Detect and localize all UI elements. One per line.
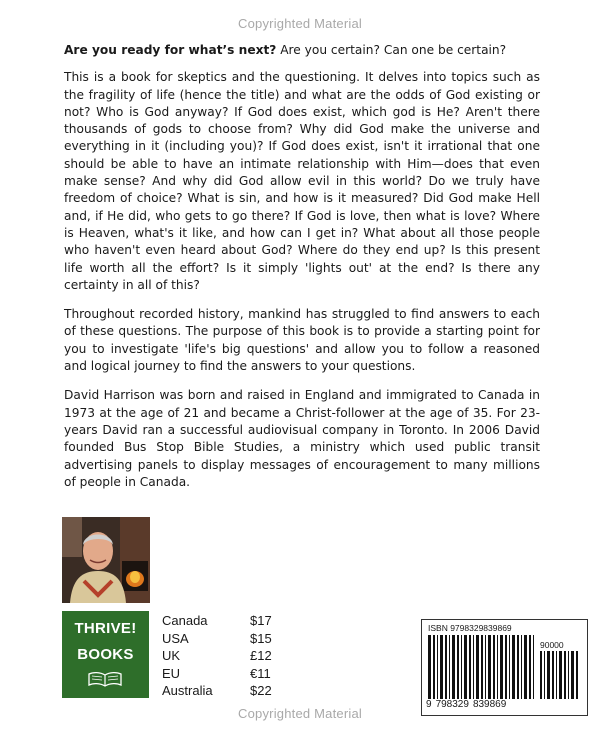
barcode-bar	[497, 635, 498, 699]
price-value: $17	[250, 613, 272, 628]
barcode-bar	[452, 635, 455, 699]
barcode-digit-group: 839869	[472, 699, 507, 710]
barcode-bar	[457, 635, 459, 699]
price-region: Canada	[162, 613, 208, 628]
price-row	[162, 682, 272, 700]
barcode-bar	[500, 635, 503, 699]
barcode-bar	[576, 651, 578, 699]
barcode-bar	[533, 635, 534, 699]
barcode-bar	[493, 635, 495, 699]
price-value: £12	[250, 648, 272, 663]
barcode-bar	[524, 635, 527, 699]
barcode-bar	[544, 651, 545, 699]
barcode-bar	[556, 651, 557, 699]
publisher-logo	[62, 611, 149, 698]
barcode-bar	[540, 651, 542, 699]
barcode-digit-group: 798329	[435, 699, 469, 710]
logo-line2: BOOKS	[77, 646, 134, 663]
barcode-bar	[469, 635, 471, 699]
barcode-digit-group: 9	[426, 699, 432, 710]
watermark-bottom: Copyrighted Material	[238, 706, 362, 721]
price-row	[162, 647, 272, 665]
barcode-bar	[521, 635, 522, 699]
price-region: UK	[162, 648, 181, 663]
barcode-bar	[428, 635, 431, 699]
logo-line1: THRIVE!	[74, 620, 137, 637]
price-value: €11	[250, 665, 271, 681]
author-bio-paragraph: David Harrison was born and raised in England and immigrated to Canada in 1973 at the age of 21 and became a Christ-follower at the age of 35. For 23-years David ran a successful audiovisual company in Toronto. In 2006 David founded Bus Stop Bible Studies, a ministry which used public transit advertising panels to display messages of encouragement to many millions of people in Canada.	[64, 388, 540, 489]
isbn-label: ISBN 9798329839869	[428, 623, 512, 633]
barcode-bar	[571, 651, 574, 699]
barcode-bar	[529, 635, 531, 699]
barcode-bar	[488, 635, 491, 699]
barcode-bar	[481, 635, 483, 699]
price-region: USA	[162, 630, 189, 646]
barcode-bar	[445, 635, 447, 699]
purpose-paragraph: Throughout recorded history, mankind has struggled to find answers to each of these questions. The purpose of this book is to provide a starting point for you to investigate 'life's big questions' and allow you to follow a reasoned and logical journey to find the answers to your questions.	[64, 307, 540, 374]
barcode-bar	[552, 651, 554, 699]
barcode-bar	[505, 635, 507, 699]
intro-lead: Are you ready for what’s next?	[64, 43, 277, 57]
barcode-bar	[512, 635, 515, 699]
intro-rest: Are you certain? Can one be certain?	[276, 43, 507, 57]
price-code: 90000	[540, 640, 564, 650]
barcode-bar	[509, 635, 510, 699]
price-row	[162, 665, 272, 683]
barcode-bar	[437, 635, 438, 699]
barcode-bar	[464, 635, 467, 699]
barcode-bar	[461, 635, 462, 699]
watermark-top: Copyrighted Material	[238, 16, 362, 31]
isbn-barcode	[421, 619, 588, 716]
barcode-bar	[568, 651, 569, 699]
price-list	[162, 612, 272, 700]
questions-paragraph: This is a book for skeptics and the questioning. It delves into topics such as the fragility of life (hence the title) and what are the odds of God existing or not? Who is God anyway? If God does exist, which god is He? Aren't there thousands of gods to choose from? Why did God make the universe and everything in it (including you)? If God does exist, isn't it irrational that one should be able to have an intimate relationship with Him—does that even make sense? And why did God allow evil in this world? Do we truly have freedom of choice? What is sin, and how is it measured? Did God make Hell and, if He did, who gets to go there? If God is love, then what is love? Where is Heaven, what's it like, and how can I get in? What about all those people who haven't even heard about God? Where do they end up? Is this present life worth all the effort? Is it simply 'lights out' at the end? Is there any certainty in all of this?	[64, 70, 540, 292]
open-book-icon	[88, 671, 122, 687]
barcode-bar	[517, 635, 519, 699]
intro-paragraph	[64, 42, 540, 59]
price-value: $15	[250, 630, 272, 646]
back-cover-text	[64, 42, 540, 503]
barcode-bar	[440, 635, 443, 699]
barcode-bar	[485, 635, 486, 699]
price-value: $22	[250, 683, 272, 698]
barcode-bar	[564, 651, 566, 699]
barcode-bar	[559, 651, 562, 699]
barcode-bar	[473, 635, 474, 699]
barcode-bar	[449, 635, 450, 699]
price-region: EU	[162, 665, 181, 681]
price-region: Australia	[162, 683, 213, 698]
barcode-bar	[547, 651, 550, 699]
barcode-bars	[428, 635, 536, 699]
addon-barcode-bars	[540, 651, 582, 699]
barcode-bar	[476, 635, 479, 699]
barcode-bar	[433, 635, 435, 699]
price-row	[162, 612, 272, 630]
price-row	[162, 630, 272, 648]
author-photo	[62, 517, 150, 603]
